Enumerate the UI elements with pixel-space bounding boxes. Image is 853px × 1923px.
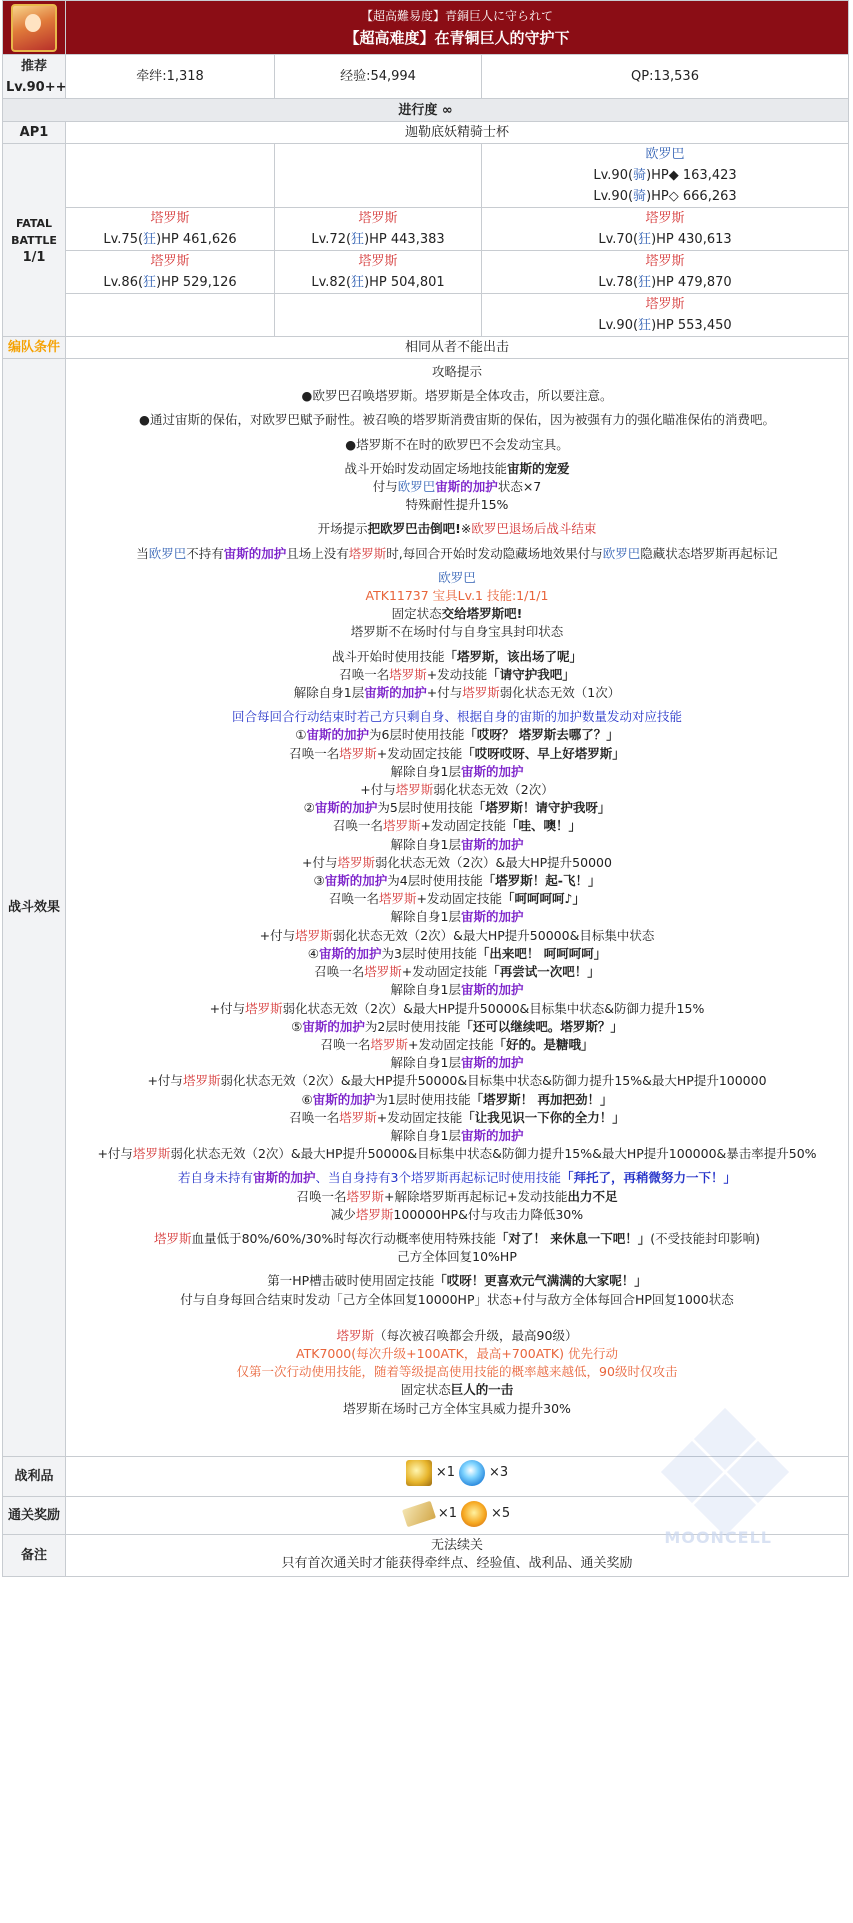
effects-label: 战斗效果 (3, 359, 66, 1457)
stage-6-summon: 召唤一名塔罗斯+发动固定技能「哎呀哎呀、早上好塔罗斯」 (289, 745, 625, 761)
talos-fixed: 固定状态巨人的一击 (400, 1382, 514, 1398)
field-skill-3: 特殊耐性提升15% (405, 497, 509, 513)
enemy-cell[interactable] (482, 294, 849, 337)
start-release: 解除自身1层宙斯的加护+付与塔罗斯弱化状态无效（1次） (293, 685, 621, 701)
battle-row-1 (3, 144, 849, 208)
class-berserker-icon: 狂 (351, 275, 365, 290)
battle-label-battle: BATTLE (11, 233, 57, 247)
boss-europa-cell[interactable] (482, 144, 849, 208)
stage-1-summon: 召唤一名塔罗斯+发动固定技能「让我见识一下你的全力！」 (289, 1109, 625, 1125)
enemy-hp: Lv.86(狂)HP 529,126 (103, 275, 237, 290)
bond-cell: 牵绊:1,318 (66, 55, 275, 99)
quest-portrait-icon (11, 4, 57, 52)
talos-title: 塔罗斯（每次被召唤都会升级，最高90级） (336, 1327, 578, 1343)
enemy-hp: Lv.90(狂)HP 553,450 (598, 318, 732, 333)
ap-label: AP1 (3, 122, 66, 144)
boss-section-title: 欧罗巴 (438, 569, 476, 585)
no-zeus-rule: 若自身未持有宙斯的加护、当自身持有3个塔罗斯再起标记时使用技能「拜托了，再稍微努力一下！」 (178, 1170, 737, 1186)
boss-name[interactable]: 欧罗巴 (645, 147, 685, 162)
hint-line: ●欧罗巴召唤塔罗斯。塔罗斯是全体攻击，所以要注意。 (301, 388, 613, 404)
enemy-name[interactable]: 塔罗斯 (358, 254, 398, 269)
battle-row-2 (3, 208, 849, 251)
class-berserker-icon: 狂 (143, 232, 157, 247)
stage-1-release: 解除自身1层宙斯的加护 (390, 1127, 524, 1143)
enemy-hp: Lv.72(狂)HP 443,383 (311, 232, 445, 247)
stage-4-release: 解除自身1层宙斯的加护 (390, 909, 524, 925)
hint-line: ●塔罗斯不在时的欧罗巴不会发动宝具。 (345, 436, 569, 452)
battle-label-cell (3, 144, 66, 337)
stage-4: ③宙斯的加护为4层时使用技能「塔罗斯！起-飞！」 (313, 873, 601, 889)
enemy-cell[interactable] (66, 251, 275, 294)
round-rule-title: 回合每回合行动结束时若己方只剩自身、根据自身的宙斯的加护数量发动对应技能 (232, 709, 683, 725)
battle-row-4 (3, 294, 849, 337)
blue-orb-icon[interactable] (459, 1460, 485, 1486)
formation-value: 相同从者不能出击 (66, 337, 849, 359)
stage-5-buff: +付与塔罗斯弱化状态无效（2次）&最大HP提升50000 (302, 854, 612, 870)
class-berserker-icon: 狂 (351, 232, 365, 247)
enemy-cell[interactable] (275, 251, 482, 294)
ap-row (3, 122, 849, 144)
break-skill: 第一HP槽击破时使用固定技能「哎呀！更喜欢元气满满的大家呢！」 (267, 1273, 647, 1289)
class-rider-icon: 骑 (633, 168, 647, 183)
break-skill-effect: 付与自身每回合结束时发动「己方全体回复10000HP」状态+付与敌方全体每回合HP回复1000状态 (180, 1291, 734, 1307)
progress-label: 进行度 ∞ (3, 99, 849, 122)
notes-line: 无法续关 (431, 1538, 484, 1554)
stage-2-release: 解除自身1层宙斯的加护 (390, 1055, 524, 1071)
drops-label: 战利品 (3, 1456, 66, 1496)
stage-3-summon: 召唤一名塔罗斯+发动固定技能「再尝试一次吧！」 (314, 964, 600, 980)
enemy-name[interactable]: 塔罗斯 (358, 211, 398, 226)
exp-cell: 经验:54,994 (275, 55, 482, 99)
enemy-cell[interactable] (66, 208, 275, 251)
stage-1: ⑥宙斯的加护为1层时使用技能「塔罗斯！ 再加把劲！」 (301, 1091, 613, 1107)
recommend-level: Lv.90++ (6, 79, 67, 95)
start-summon: 召唤一名塔罗斯+发动技能「请守护我吧」 (339, 666, 575, 682)
recommend-label-cell (3, 55, 66, 99)
reward-count: ×5 (491, 1506, 511, 1522)
class-rider-icon: 骑 (633, 189, 647, 204)
enemy-name[interactable]: 塔罗斯 (645, 254, 685, 269)
talos-np-rule: 仅第一次行动使用技能，随着等级提高使用技能的概率越来越低，90级时仅攻击 (236, 1364, 678, 1380)
start-skill: 战斗开始时使用技能「塔罗斯，该出场了呢」 (331, 648, 583, 664)
enemy-cell[interactable] (482, 208, 849, 251)
enemy-cell[interactable] (482, 251, 849, 294)
boss-seal: 塔罗斯不在场时付与自身宝具封印状态 (350, 624, 564, 640)
hint-title: 攻略提示 (432, 364, 483, 379)
quest-icon-cell (3, 1, 66, 55)
class-berserker-icon: 狂 (638, 232, 652, 247)
stage-5-summon: 召唤一名塔罗斯+发动固定技能「哇、噢！」 (332, 818, 582, 834)
qp-cell: QP:13,536 (482, 55, 849, 99)
quest-title-banner (66, 1, 849, 55)
drop-count: ×3 (489, 1465, 509, 1481)
battle-label-fatal: FATAL (15, 216, 53, 230)
effects-row (3, 359, 849, 1457)
watermark-text: MOONCELL (664, 1527, 772, 1547)
enemy-slot-empty (275, 144, 482, 208)
enemy-slot-empty (66, 294, 275, 337)
quest-title-cn: 【超高难度】在青铜巨人的守护下 (344, 28, 570, 47)
gold-star-icon[interactable] (461, 1501, 487, 1527)
stage-3-release: 解除自身1层宙斯的加护 (390, 982, 524, 998)
enemy-slot-empty (66, 144, 275, 208)
rewards-label: 通关奖励 (3, 1496, 66, 1534)
field-skill-2: 付与欧罗巴宙斯的加护状态×7 (372, 479, 542, 495)
notes-label: 备注 (3, 1534, 66, 1576)
drops-cell (66, 1456, 849, 1496)
stage-5: ②宙斯的加护为5层时使用技能「塔罗斯！请守护我呀」 (303, 800, 611, 816)
stage-6: ①宙斯的加护为6层时使用技能「哎呀？ 塔罗斯去哪了？」 (295, 727, 619, 743)
enemy-slot-empty (275, 294, 482, 337)
progress-row (3, 99, 849, 122)
battle-label-count: 1/1 (22, 249, 46, 265)
no-zeus-reduce: 减少塔罗斯100000HP&付与攻击力降低30% (330, 1206, 584, 1222)
enemy-hp: Lv.75(狂)HP 461,626 (103, 232, 237, 247)
stage-4-buff: +付与塔罗斯弱化状态无效（2次）&最大HP提升50000&目标集中状态 (259, 927, 655, 943)
quest-table (2, 0, 849, 1577)
talos-atk: ATK7000(每次升级+100ATK，最高+700ATK) 优先行动 (296, 1345, 618, 1361)
hp-threshold-heal: 己方全体回复10%HP (397, 1249, 517, 1265)
class-berserker-icon: 狂 (143, 275, 157, 290)
enemy-hp: Lv.70(狂)HP 430,613 (598, 232, 732, 247)
enemy-name[interactable]: 塔罗斯 (645, 211, 685, 226)
effects-body (66, 359, 849, 1457)
enemy-hp: Lv.78(狂)HP 479,870 (598, 275, 732, 290)
gold-statue-icon[interactable] (406, 1460, 432, 1486)
drops-row (3, 1456, 849, 1496)
stage-2-buff: +付与塔罗斯弱化状态无效（2次）&最大HP提升50000&目标集中状态&防御力提升15%&最大HP提升100000 (147, 1073, 767, 1089)
revive-mark-rule: 当欧罗巴不持有宙斯的加护且场上没有塔罗斯时,每回合开始时发动隐藏场地效果付与欧罗巴隐藏状态塔罗斯再起标记 (136, 545, 778, 561)
stage-6-release: 解除自身1层宙斯的加护 (390, 763, 524, 779)
drop-count: ×1 (435, 1465, 455, 1481)
class-berserker-icon: 狂 (638, 318, 652, 333)
boss-hp-line-2: Lv.90(骑)HP◇ 666,263 (593, 189, 737, 204)
recommend-label: 推荐 (20, 58, 47, 74)
opening-hint: 开场提示把欧罗巴击倒吧!※欧罗巴退场后战斗结束 (317, 521, 597, 537)
ap-location: 迦勒底妖精骑士杯 (66, 122, 849, 144)
stage-3: ④宙斯的加护为3层时使用技能「出来吧！ 呵呵呵呵」 (307, 945, 607, 961)
enemy-name[interactable]: 塔罗斯 (150, 254, 190, 269)
quest-title-jp: 【超高難易度】青銅巨人に守られて (361, 8, 554, 23)
talos-np-boost: 塔罗斯在场时己方全体宝具威力提升30% (343, 1400, 571, 1416)
formation-label: 编队条件 (3, 337, 66, 359)
stage-6-buff: +付与塔罗斯弱化状态无效（2次） (360, 782, 554, 798)
enemy-name[interactable]: 塔罗斯 (645, 297, 685, 312)
recommend-row (3, 55, 849, 99)
stage-2: ⑤宙斯的加护为2层时使用技能「还可以继续吧。塔罗斯？」 (291, 1018, 623, 1034)
stage-3-buff: +付与塔罗斯弱化状态无效（2次）&最大HP提升50000&目标集中状态&防御力提升15% (209, 1000, 705, 1016)
stage-4-summon: 召唤一名塔罗斯+发动固定技能「呵呵呵呵♪」 (329, 891, 585, 907)
stage-1-buff: +付与塔罗斯弱化状态无效（2次）&最大HP提升50000&目标集中状态&防御力提升15%&最大HP提升100000&暴击率提升50% (97, 1146, 817, 1162)
enemy-cell[interactable] (275, 208, 482, 251)
stage-5-release: 解除自身1层宙斯的加护 (390, 836, 524, 852)
battle-row-3 (3, 251, 849, 294)
quest-page (2, 0, 850, 1577)
ticket-icon[interactable] (402, 1501, 436, 1527)
field-skill: 战斗开始时发动固定场地技能宙斯的宠爱 (344, 460, 570, 476)
stage-2-summon: 召唤一名塔罗斯+发动固定技能「好的。是糖哦」 (320, 1036, 594, 1052)
boss-atk: ATK11737 宝具Lv.1 技能:1/1/1 (365, 588, 549, 604)
formation-row (3, 337, 849, 359)
hp-threshold-rule: 塔罗斯血量低于80%/60%/30%时每次行动概率使用特殊技能「对了！ 来休息一下吧！」(不受技能封印影响) (154, 1230, 760, 1246)
reward-count: ×1 (437, 1506, 457, 1522)
hint-line: ●通过宙斯的保佑，对欧罗巴赋予耐性。被召唤的塔罗斯消费宙斯的保佑，因为被强有力的强化瞄准保佑的消费吧。 (139, 412, 775, 428)
enemy-hp: Lv.82(狂)HP 504,801 (311, 275, 445, 290)
notes-line: 只有首次通关时才能获得牵绊点、经验值、战利品、通关奖励 (281, 1556, 633, 1572)
class-berserker-icon: 狂 (638, 275, 652, 290)
boss-fixed: 固定状态交给塔罗斯吧! (391, 606, 523, 622)
banner-row (3, 1, 849, 55)
enemy-name[interactable]: 塔罗斯 (150, 211, 190, 226)
boss-hp-line-1: Lv.90(骑)HP◆ 163,423 (593, 168, 737, 183)
no-zeus-summon: 召唤一名塔罗斯+解除塔罗斯再起标记+发动技能出力不足 (296, 1188, 618, 1204)
